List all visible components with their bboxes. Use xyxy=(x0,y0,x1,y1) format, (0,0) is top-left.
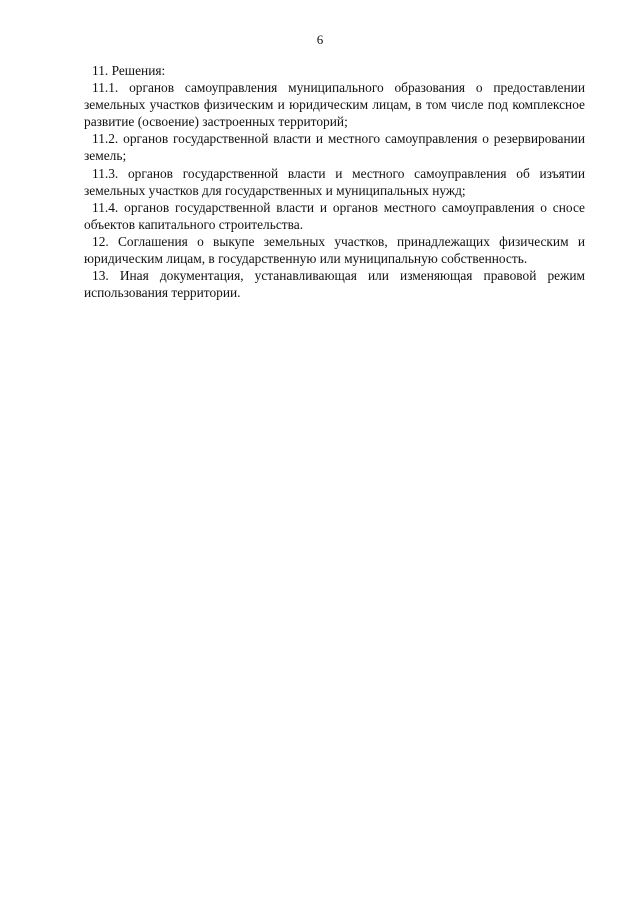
paragraph-13: 13. Иная документация, устанавливающая или изменяющая правовой режим использования территории. xyxy=(84,268,585,301)
paragraph-11-2: 11.2. органов государственной власти и местного самоуправления о резервировании земель; xyxy=(84,131,585,164)
document-body xyxy=(84,62,585,301)
page-number: 6 xyxy=(316,32,324,47)
paragraph-11-3: 11.3. органов государственной власти и местного самоуправления об изъятии земельных участков для государственных и муниципальных нужд; xyxy=(84,165,585,198)
paragraph-11-decisions: 11. Решения: xyxy=(92,63,166,78)
paragraph-11-4: 11.4. органов государственной власти и органов местного самоуправления о сносе объектов капитального строительства. xyxy=(84,199,585,232)
paragraph-12: 12. Соглашения о выкупе земельных участков, принадлежащих физическим и юридическим лицам, в государственную или муниципальную собственность. xyxy=(84,233,585,267)
paragraph-11-1: 11.1. органов самоуправления муниципального образования о предоставлении земельных участков физическим и юридическим лицам, в том числе под комплексное развитие (освоение) застроенных территорий; xyxy=(84,80,585,130)
